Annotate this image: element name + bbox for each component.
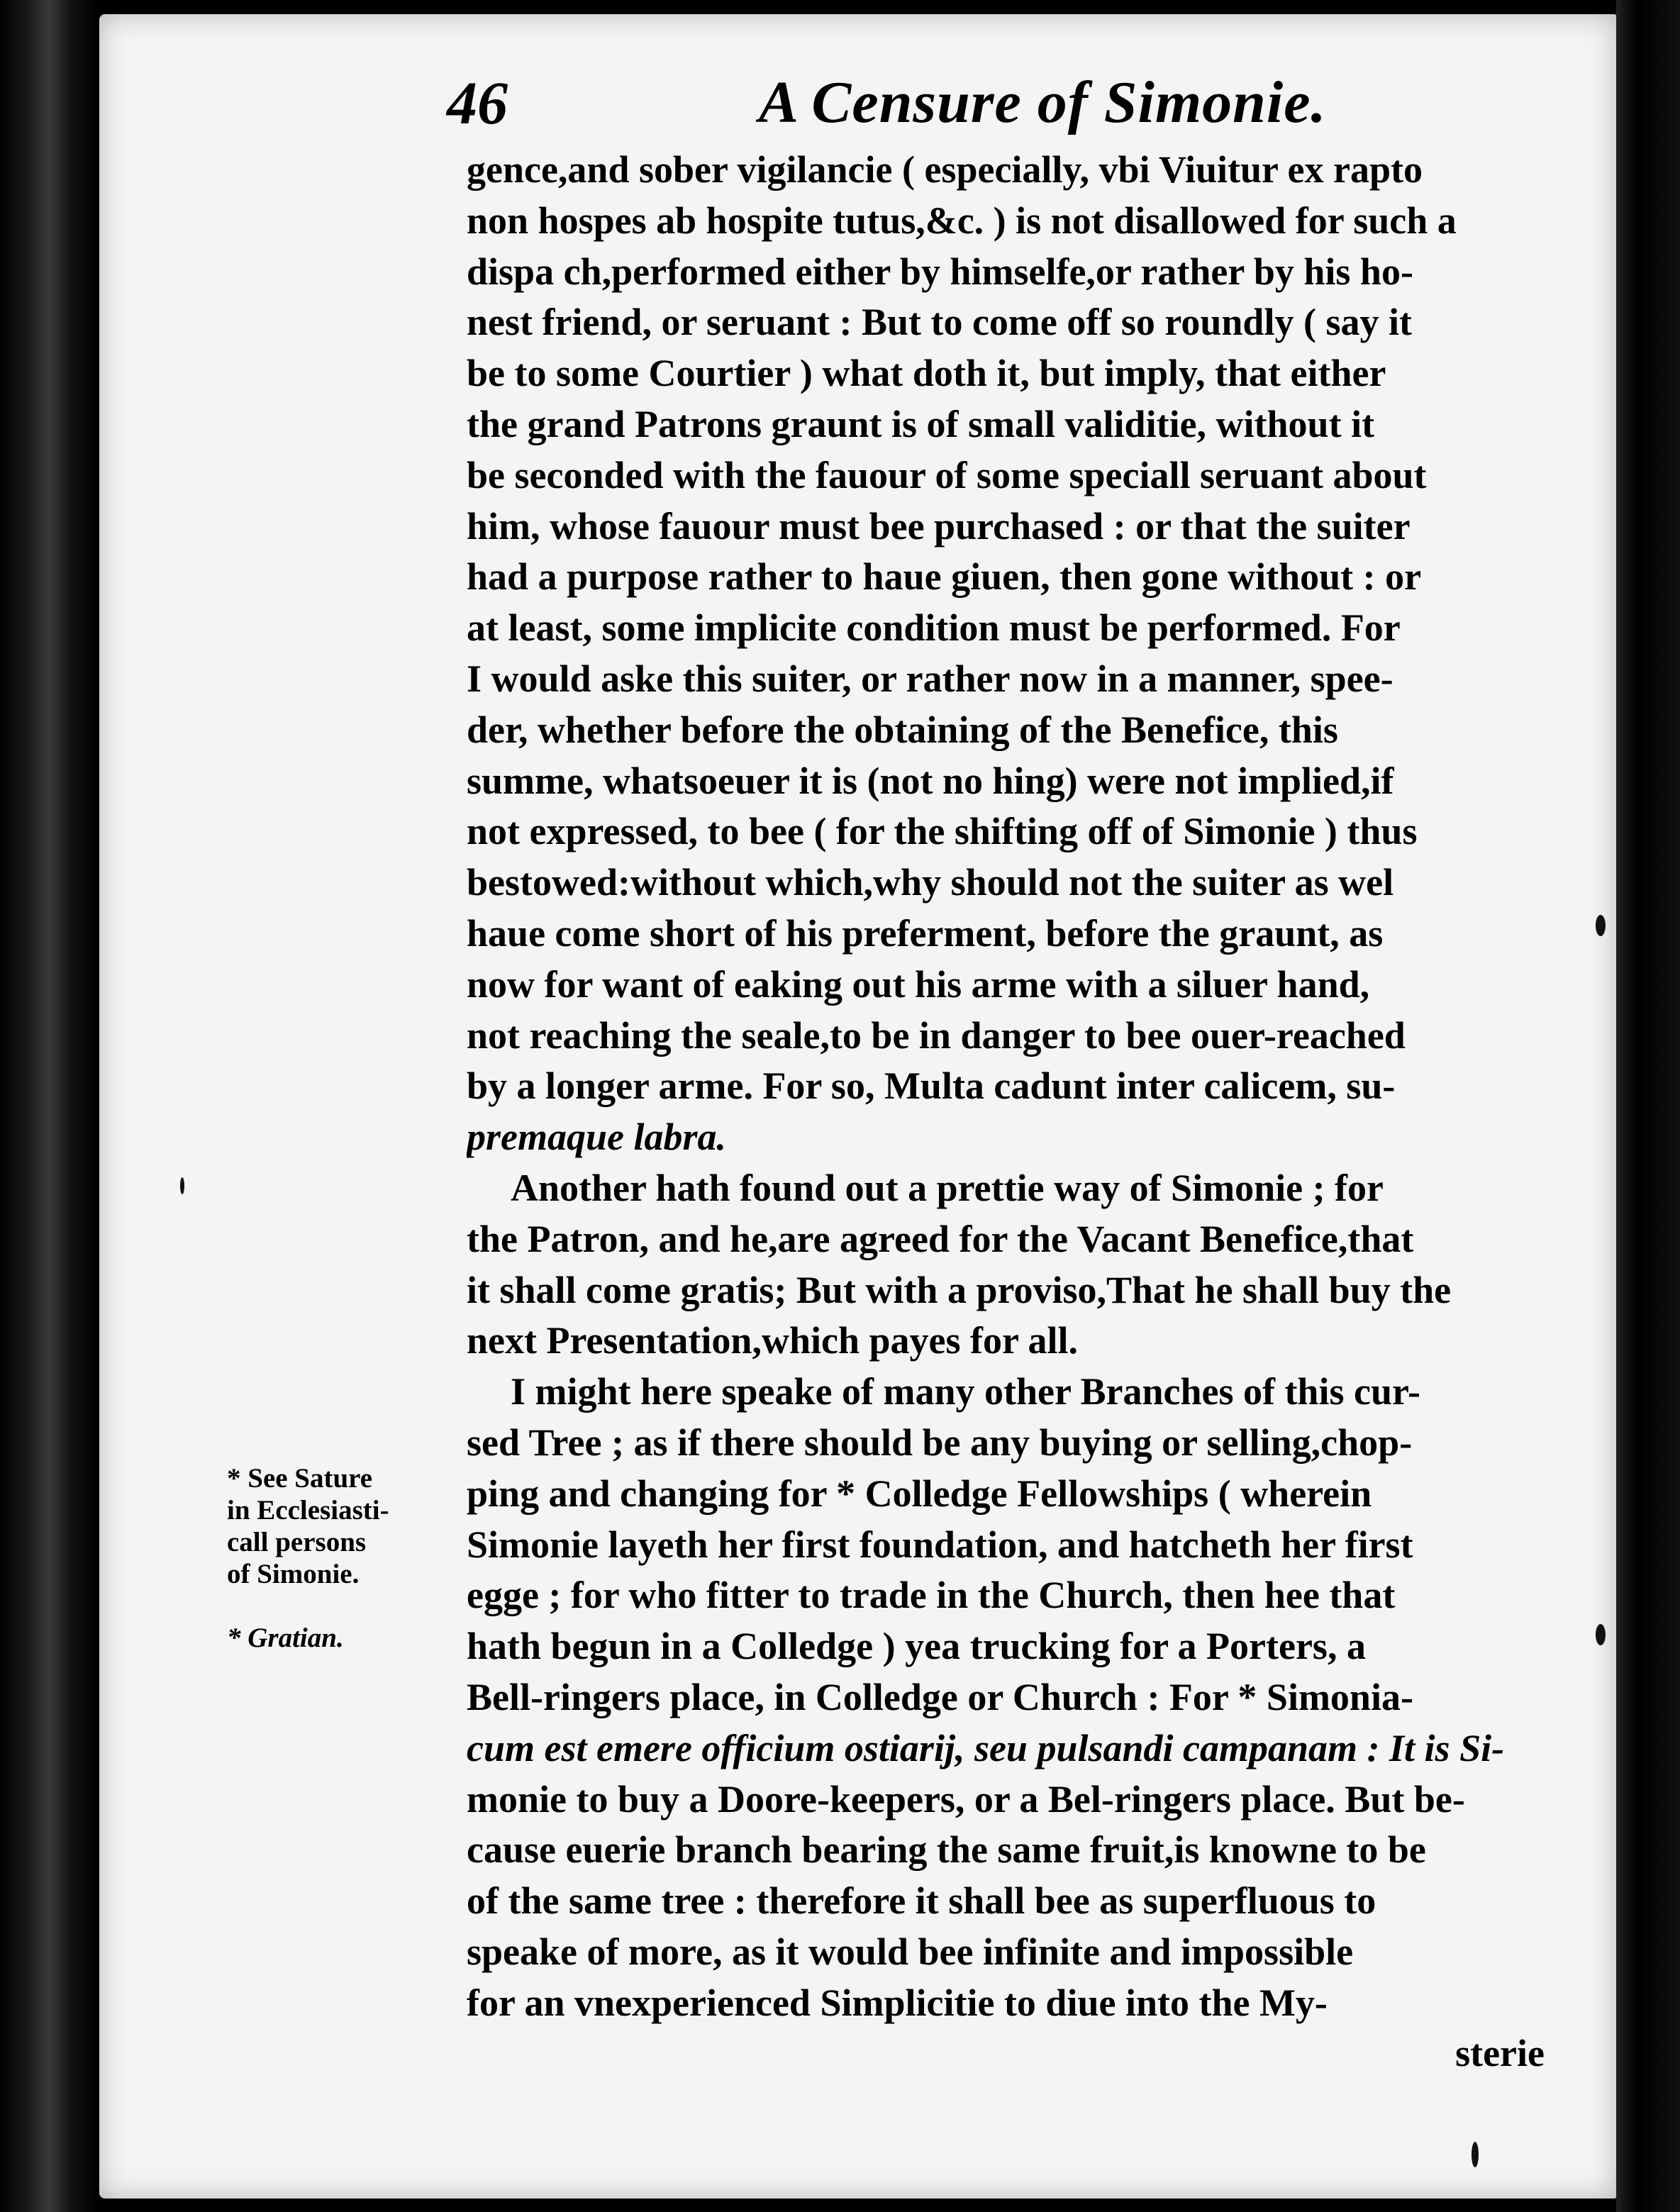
text-line: der, whether before the obtaining of the Benefice, this [467,708,1338,751]
text-line: be seconded with the fauour of some speciall seruant about [467,453,1427,496]
text-line: not expressed, to bee ( for the shifting off of Simonie ) thus [467,810,1418,853]
text-line: now for want of eaking out his arme with a siluer hand, [467,962,1370,1006]
text-line: egge ; for who fitter to trade in the Church, then hee that [467,1574,1396,1617]
text-line: next Presentation,which payes for all. [467,1319,1078,1362]
margin-notes [227,1462,440,1686]
text-line: the grand Patrons graunt is of small validitie, without it [467,402,1375,445]
catchword: sterie [1455,2032,1545,2075]
text-line: him, whose fauour must bee purchased : or that the suiter [467,504,1411,548]
text-line: gence,and sober vigilancie ( especially, vbi Viuitur ex rapto [467,148,1423,191]
margin-note-line: call persons [227,1527,367,1557]
body-text [467,145,1545,2079]
text-line: cum est emere officium ostiarij, seu pulsandi campanam : It is Si- [467,1726,1505,1769]
text-line: I might here speake of many other Branches of this cur- [511,1370,1420,1413]
text-line: I would aske this suiter, or rather now in a manner, spee- [467,657,1393,700]
text-line: not reaching the seale,to be in danger to bee ouer-reached [467,1013,1406,1057]
ink-smudge [1472,2142,1479,2167]
margin-note-line: * See Sature [227,1463,373,1494]
text-line: Another hath found out a prettie way of Simonie ; for [511,1166,1384,1209]
page-number: 46 [447,69,508,137]
book-binding-left [0,0,99,2212]
page-header [447,67,1539,138]
text-line: haue come short of his preferment, before the graunt, as [467,911,1384,955]
text-line: Simonie layeth her first foundation, and hatcheth her first [467,1523,1413,1566]
margin-note-line: in Ecclesiasti- [227,1495,389,1525]
ink-smudge [1596,1624,1606,1645]
text-line: Bell-ringers place, in Colledge or Church : For * Simonia- [467,1675,1413,1718]
text-line: cause euerie branch bearing the same fruit,is knowne to be [467,1828,1426,1872]
margin-note-sature [227,1462,440,1590]
margin-note-gratian [227,1622,440,1654]
text-line: summe, whatsoeuer it is (not no hing) were not implied,if [467,759,1394,802]
text-line: ping and changing for * Colledge Fellowships ( wherein [467,1472,1372,1515]
margin-note-line: of Simonie. [227,1559,360,1589]
text-line: premaque labra. [467,1116,727,1159]
book-edge-right [1616,0,1680,2212]
text-line: hath begun in a Colledge ) yea trucking for a Porters, a [467,1625,1366,1668]
text-line: it shall come gratis; But with a proviso,That he shall buy the [467,1268,1452,1311]
text-line: for an vnexperienced Simplicitie to diue into the My- [467,1981,1328,2024]
text-line: monie to buy a Doore-keepers, or a Bel-ringers place. But be- [467,1777,1465,1821]
text-line: the Patron, and he,are agreed for the Vacant Benefice,that [467,1217,1414,1260]
text-line: sed Tree ; as if there should be any buying or selling,chop- [467,1421,1413,1464]
running-title: A Censure of Simonie. [759,70,1327,135]
text-line: be to some Courtier ) what doth it, but imply, that either [467,352,1386,395]
text-line: had a purpose rather to haue giuen, then gone without : or [467,555,1422,599]
text-line: of the same tree : therefore it shall bee as superfluous to [467,1879,1376,1923]
margin-note-line: * Gratian. [227,1623,344,1653]
text-line: dispa ch,performed either by himselfe,or rather by his ho- [467,250,1413,293]
text-line: speake of more, as it would bee infinite and impossible [467,1930,1354,1973]
text-line: bestowed:without which,why should not the suiter as wel [467,861,1394,904]
text-line: non hospes ab hospite tutus,&c. ) is not disallowed for such a [467,199,1457,242]
text-line: at least, some implicite condition must be performed. For [467,606,1401,650]
ink-smudge [180,1177,184,1194]
text-line: nest friend, or seruant : But to come off so roundly ( say it [467,301,1412,344]
text-line: by a longer arme. For so, Multa cadunt inter calicem, su- [467,1065,1396,1108]
ink-smudge [1596,915,1606,936]
